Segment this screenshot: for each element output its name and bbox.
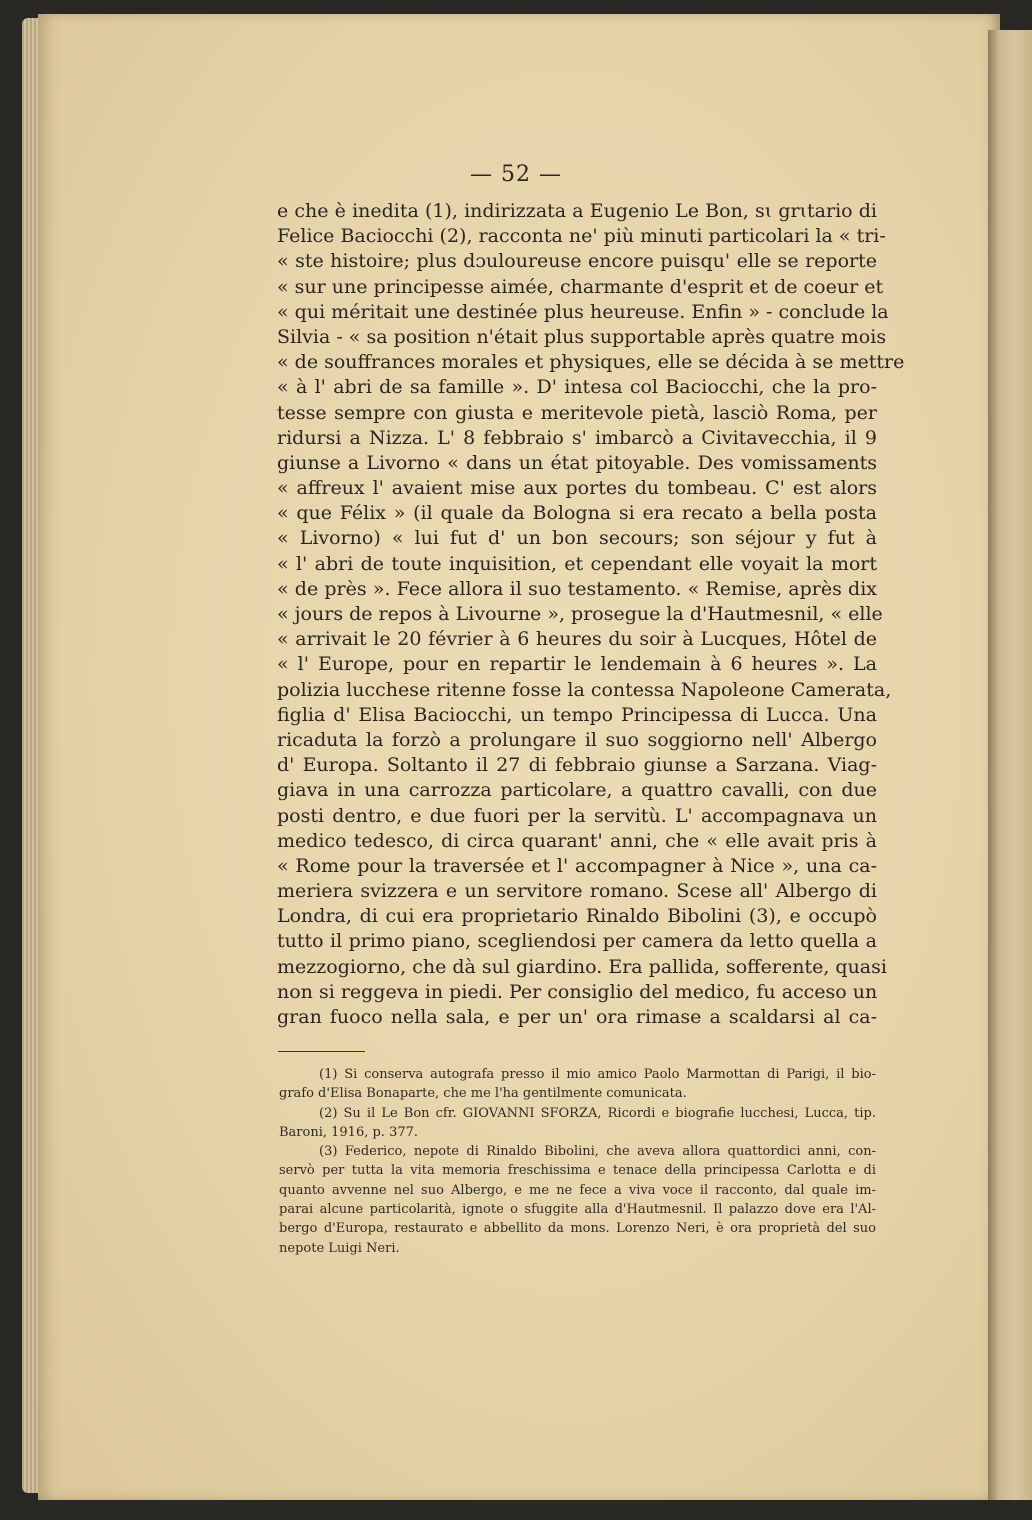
text-line: « de souffrances morales et physiques, elle se décida à se mettre [277, 351, 905, 374]
text-line: tesse sempre con giusta e meritevole pietà, lasciò Roma, per [277, 401, 877, 424]
footnote-line: (3) Federico, nepote di Rinaldo Bibolini, che aveva allora quattordici anni, con- [319, 1144, 876, 1160]
footnote-rule [278, 1051, 365, 1052]
text-line: « de près ». Fece allora il suo testamento. « Remise, après dix [277, 577, 877, 600]
footnote-line: (1) Si conserva autografa presso il mio amico Paolo Marmottan di Parigi, il bio- [319, 1067, 876, 1082]
text-line: Silvia - « sa position n'était plus supportable après quatre mois [277, 325, 887, 348]
text-line: polizia lucchese ritenne fosse la contessa Napoleone Camerata, [277, 678, 892, 701]
footnote-line: Baroni, 1916, p. 377. [279, 1124, 419, 1140]
text-line: « l' abri de toute inquisition, et cependant elle voyait la mort [277, 552, 877, 575]
footnote-line: quanto avvenne nel suo Albergo, e me ne fece a viva voce il racconto, dal quale im- [279, 1182, 876, 1198]
text-line: non si reggeva in piedi. Per consiglio del medico, fu acceso un [277, 980, 878, 1003]
text-line: « l' Europe, pour en repartir le lendemain à 6 heures ». La [277, 653, 877, 676]
text-line: figlia d' Elisa Baciocchi, un tempo Principessa di Lucca. Una [277, 703, 877, 726]
text-line: « ste histoire; plus dɔuloureuse encore puisqu' elle se reporte [277, 250, 877, 273]
text-line: ridursi a Nizza. L' 8 febbraio s' imbarcò a Civitavecchia, il 9 [277, 426, 877, 449]
page-number: — 52 — [470, 162, 562, 187]
footnote-line: nepote Luigi Neri. [279, 1240, 400, 1256]
text-line: « qui méritait une destinée plus heureuse. Enfin » - conclude la [277, 300, 889, 323]
text-line: « affreux l' avaient mise aux portes du tombeau. C' est alors [277, 477, 877, 500]
text-line: e che è inedita (1), indirizzata a Eugenio Le Bon, sɩ grɩtario di [277, 200, 877, 222]
facing-page-edge [988, 30, 1032, 1500]
text-line: giava in una carrozza particolare, a quattro cavalli, con due [277, 779, 877, 802]
text-line: mezzogiorno, che dà sul giardino. Era pallida, sofferente, quasi [277, 955, 887, 978]
text-line: meriera svizzera e un servitore romano. Scese all' Albergo di [277, 880, 877, 903]
text-line: Felice Baciocchi (2), racconta ne' più minuti particolari la « tri- [277, 225, 886, 248]
text-line: « à l' abri de sa famille ». D' intesa col Baciocchi, che la pro- [277, 376, 877, 399]
text-line: « Rome pour la traversée et l' accompagner à Nice », una ca- [277, 854, 877, 877]
footnote-line: bergo d'Europa, restaurato e abbellito da mons. Lorenzo Neri, è ora proprietà del suo [279, 1221, 876, 1237]
footnote-line: servò per tutta la vita memoria freschissima e tenace della principessa Carlotta e di [279, 1163, 876, 1179]
text-line: posti dentro, e due fuori per la servitù. L' accompagnava un [277, 804, 877, 827]
text-line: d' Europa. Soltanto il 27 di febbraio giunse a Sarzana. Viag- [277, 754, 877, 777]
text-line: gran fuoco nella sala, e per un' ora rimase a scaldarsi al ca- [277, 1006, 877, 1028]
text-line: « arrivait le 20 février à 6 heures du soir à Lucques, Hôtel de [277, 628, 877, 651]
text-line: « que Félix » (il quale da Bologna si era recato a bella posta [277, 502, 877, 525]
text-line: « Livorno) « lui fut d' un bon secours; son séjour y fut à [277, 527, 877, 550]
text-line: « sur une principesse aimée, charmante d'esprit et de coeur et [277, 275, 884, 298]
footnote-line: parai alcune particolarità, ignote o sfuggite alla d'Hautmesnil. Il palazzo dove era l'Al- [279, 1202, 876, 1218]
text-line: tutto il primo piano, scegliendosi per camera da letto quella a [277, 930, 877, 953]
footnotes [279, 1065, 876, 1258]
text-line: Londra, di cui era proprietario Rinaldo Bibolini (3), e occupò [277, 905, 877, 928]
text-line: giunse a Livorno « dans un état pitoyable. Des vomissaments [277, 451, 877, 474]
text-line: ricaduta la forzò a prolungare il suo soggiorno nell' Albergo [277, 728, 877, 751]
footnote-line: grafo d'Elisa Bonaparte, che me l'ha gentilmente comunicata. [279, 1086, 687, 1102]
text-line: medico tedesco, di circa quarant' anni, che « elle avait pris à [277, 829, 877, 852]
footnote-line: (2) Su il Le Bon cfr. GIOVANNI SFORZA, Ricordi e biografie lucchesi, Lucca, tip. [319, 1105, 876, 1121]
body-text [277, 199, 905, 1030]
text-line: « jours de repos à Livourne », prosegue la d'Hautmesnil, « elle [277, 603, 883, 625]
